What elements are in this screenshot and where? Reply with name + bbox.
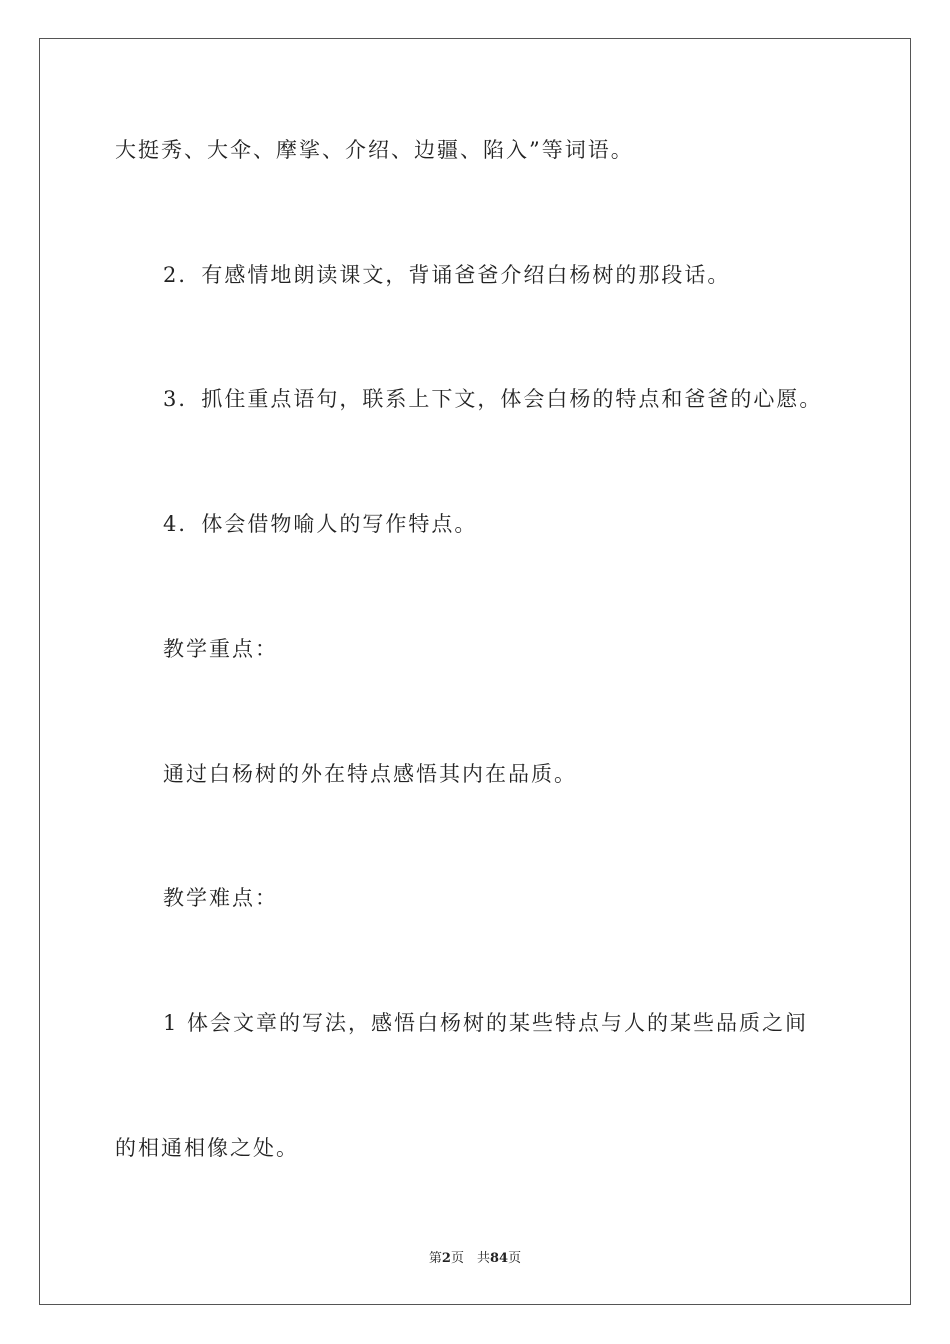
page-footer: [0, 1247, 950, 1266]
text-line-3: 3．抓住重点语句，联系上下文，体会白杨的特点和爸爸的心愿。: [163, 387, 823, 411]
text-line-9: 的相通相像之处。: [115, 1136, 299, 1160]
page-border: [39, 38, 911, 1305]
text-line-4: 4．体会借物喻人的写作特点。: [163, 512, 478, 536]
text-line-8: 1 体会文章的写法，感悟白杨树的某些特点与人的某些品质之间: [163, 1011, 809, 1035]
footer-prefix: 第: [428, 1251, 442, 1266]
section-heading-difficulties: 教学难点：: [163, 886, 278, 910]
text-line-1: 大挺秀、大伞、摩挲、介绍、边疆、陷入”等词语。: [115, 138, 634, 162]
text-line-2: 2．有感情地朗读课文，背诵爸爸介绍白杨树的那段话。: [163, 263, 731, 287]
footer-page-number: 2: [441, 1251, 451, 1266]
footer-mid: 页 共: [450, 1251, 490, 1266]
text-line-6: 通过白杨树的外在特点感悟其内在品质。: [163, 762, 577, 786]
section-heading-key-points: 教学重点：: [163, 637, 278, 661]
footer-suffix: 页: [508, 1251, 522, 1266]
footer-total-pages: 84: [489, 1251, 509, 1266]
